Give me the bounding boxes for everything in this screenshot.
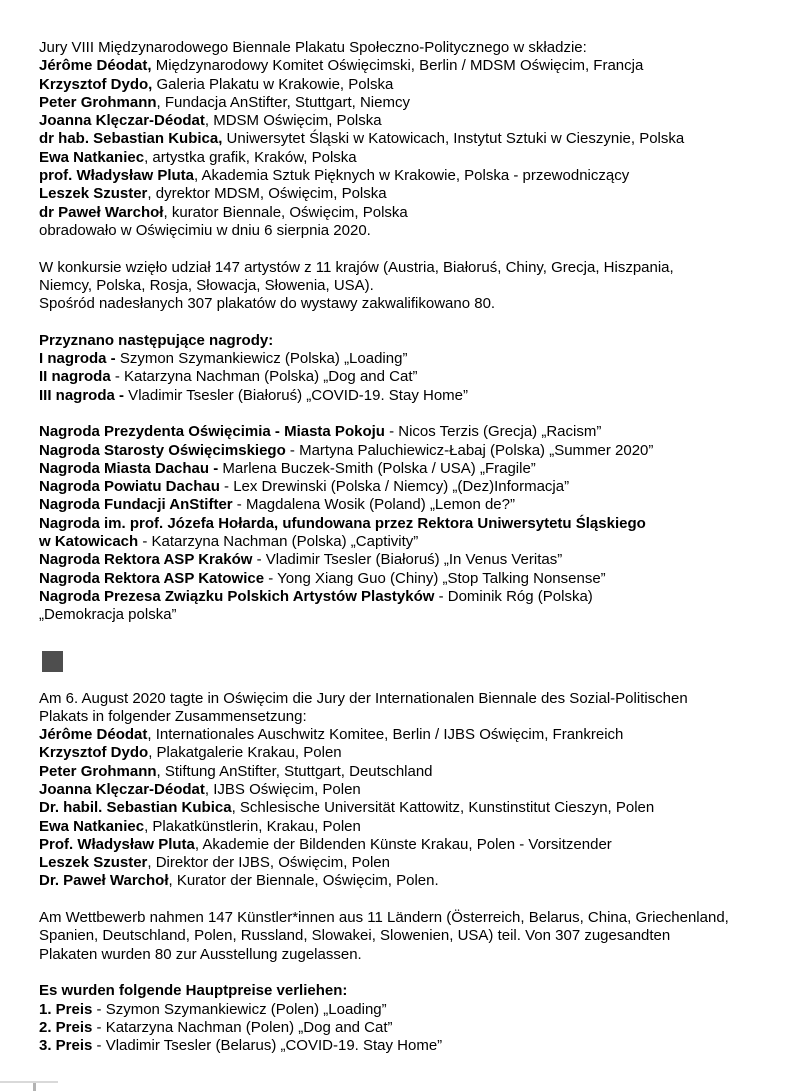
- bold-text-segment: Krzysztof Dydo,: [39, 75, 153, 93]
- text-segment: - Magdalena Wosik (Poland) „Lemon de?”: [232, 496, 515, 514]
- text-line: [39, 478, 780, 496]
- text-line: [39, 781, 780, 799]
- bold-text-segment: Nagroda Fundacji AnStifter: [39, 496, 233, 514]
- text-line: [39, 387, 780, 405]
- bold-text-segment: Nagroda Rektora ASP Katowice: [39, 569, 265, 587]
- bold-text-segment: Nagroda Prezesa Związku Polskich Artystów Plastyków: [39, 587, 435, 605]
- text-line: [39, 442, 780, 460]
- text-line: [39, 368, 780, 386]
- bold-text-segment: Dr. Paweł Warchoł: [39, 872, 169, 890]
- text-segment: , artystka grafik, Kraków, Polska: [144, 148, 357, 166]
- text-line: [39, 818, 780, 836]
- text-line: [39, 167, 780, 185]
- bold-text-segment: Joanna Klęczar-Déodat: [39, 112, 205, 130]
- bold-text-segment: Przyznano następujące nagrody:: [39, 331, 274, 349]
- text-line: [39, 606, 780, 624]
- bold-text-segment: Nagroda Rektora ASP Kraków: [39, 551, 253, 569]
- text-line: [39, 496, 780, 514]
- text-line: [39, 1037, 780, 1055]
- text-segment: , Direktor der IJBS, Oświęcim, Polen: [147, 854, 390, 872]
- text-line: [39, 204, 780, 222]
- paragraph-de-main-awards: [39, 982, 780, 1055]
- text-line: [39, 836, 780, 854]
- bold-text-segment: Nagroda Miasta Dachau -: [39, 459, 219, 477]
- text-segment: Szymon Szymankiewicz (Polska) „Loading”: [115, 350, 408, 368]
- cutoff-table-top-border: [0, 1081, 58, 1083]
- text-line: [39, 909, 780, 927]
- bold-text-segment: Joanna Klęczar-Déodat: [39, 780, 205, 798]
- paragraph-pl-stats: [39, 259, 780, 314]
- text-segment: , Internationales Auschwitz Komitee, Berlin / IJBS Oświęcim, Frankreich: [147, 726, 624, 744]
- text-segment: Spanien, Deutschland, Polen, Russland, Slowakei, Slowenien, USA) teil. Von 307 zugesandten: [39, 927, 671, 945]
- text-line: [39, 277, 780, 295]
- bold-text-segment: Es wurden folgende Hauptpreise verliehen:: [39, 982, 348, 1000]
- bold-text-segment: Dr. habil. Sebastian Kubica: [39, 799, 232, 817]
- bold-text-segment: Peter Grohmann: [39, 762, 157, 780]
- text-segment: , Akademie der Bildenden Künste Krakau, Polen - Vorsitzender: [194, 835, 612, 853]
- text-line: [39, 927, 780, 945]
- text-segment: , Schlesische Universität Kattowitz, Kunstinstitut Cieszyn, Polen: [231, 799, 655, 817]
- text-line: [39, 744, 780, 762]
- text-line: [39, 295, 780, 313]
- text-line: [39, 763, 780, 781]
- bold-text-segment: 1. Preis: [39, 1000, 93, 1018]
- cutoff-table-column-divider: [33, 1083, 36, 1091]
- bold-text-segment: Ewa Natkaniec: [39, 148, 145, 166]
- bold-text-segment: dr hab. Sebastian Kubica,: [39, 130, 223, 148]
- text-segment: Niemcy, Polska, Rosja, Słowacja, Słowenia, USA).: [39, 276, 374, 294]
- text-segment: - Nicos Terzis (Grecja) „Racism”: [384, 423, 602, 441]
- document-content: [39, 39, 780, 1074]
- text-segment: , kurator Biennale, Oświęcim, Polska: [163, 203, 408, 221]
- paragraph-de-stats: [39, 909, 780, 964]
- text-line: [39, 57, 780, 75]
- text-line: [39, 76, 780, 94]
- text-segment: , Akademia Sztuk Pięknych w Krakowie, Polska - przewodniczący: [194, 167, 630, 185]
- text-line: [39, 708, 780, 726]
- text-segment: W konkursie wzięło udział 147 artystów z 11 krajów (Austria, Białoruś, Chiny, Grecja, Hiszpania,: [39, 258, 674, 276]
- text-segment: „Demokracja polska”: [39, 606, 177, 624]
- bold-text-segment: 3. Preis: [39, 1037, 93, 1055]
- text-segment: , Kurator der Biennale, Oświęcim, Polen.: [168, 872, 439, 890]
- text-segment: - Vladimir Tsesler (Białoruś) „In Venus Veritas”: [252, 551, 563, 569]
- bold-text-segment: Nagroda Starosty Oświęcimskiego: [39, 441, 286, 459]
- text-segment: - Katarzyna Nachman (Polska) „Dog and Cat”: [110, 368, 418, 386]
- bold-text-segment: II nagroda: [39, 368, 111, 386]
- text-segment: , IJBS Oświęcim, Polen: [204, 780, 361, 798]
- text-line: [39, 112, 780, 130]
- text-line: [39, 350, 780, 368]
- text-segment: Międzynarodowy Komitet Oświęcimski, Berlin / MDSM Oświęcim, Francja: [151, 57, 644, 75]
- paragraph-de-jury: [39, 690, 780, 891]
- text-line: [39, 332, 780, 350]
- text-segment: Plakaten wurden 80 zur Ausstellung zugelassen.: [39, 945, 362, 963]
- text-line: [39, 690, 780, 708]
- paragraph-pl-jury: [39, 39, 780, 240]
- bold-text-segment: Leszek Szuster: [39, 854, 148, 872]
- bold-text-segment: Prof. Władysław Pluta: [39, 835, 195, 853]
- text-segment: , Plakatkünstlerin, Krakau, Polen: [144, 817, 361, 835]
- text-segment: Jury VIII Międzynarodowego Biennale Plakatu Społeczno-Politycznego w składzie:: [39, 39, 587, 56]
- text-segment: - Lex Drewinski (Polska / Niemcy) „(Dez)Informacja”: [219, 478, 570, 496]
- text-segment: Am Wettbewerb nahmen 147 Künstler*innen aus 11 Ländern (Österreich, Belarus, China, Griechenland,: [39, 909, 729, 927]
- text-segment: Galeria Plakatu w Krakowie, Polska: [152, 75, 394, 93]
- text-line: [39, 1001, 780, 1019]
- section-divider-square: [42, 651, 63, 672]
- bold-text-segment: w Katowicach: [39, 533, 139, 551]
- text-segment: - Katarzyna Nachman (Polska) „Captivity”: [138, 533, 419, 551]
- text-line: [39, 460, 780, 478]
- text-line: [39, 946, 780, 964]
- text-line: [39, 1019, 780, 1037]
- bold-text-segment: Nagroda Prezydenta Oświęcimia - Miasta Pokoju: [39, 423, 385, 441]
- text-line: [39, 551, 780, 569]
- bold-text-segment: Ewa Natkaniec: [39, 817, 145, 835]
- text-segment: - Martyna Paluchiewicz-Łabaj (Polska) „Summer 2020”: [285, 441, 654, 459]
- text-line: [39, 982, 780, 1000]
- text-segment: - Szymon Szymankiewicz (Polen) „Loading”: [92, 1000, 387, 1018]
- text-line: [39, 726, 780, 744]
- text-line: [39, 39, 780, 57]
- text-line: [39, 94, 780, 112]
- bold-text-segment: Nagroda im. prof. Józefa Hołarda, ufundowana przez Rektora Uniwersytetu Śląskiego: [39, 514, 646, 532]
- text-line: [39, 854, 780, 872]
- text-line: [39, 130, 780, 148]
- bold-text-segment: dr Paweł Warchoł: [39, 203, 164, 221]
- text-segment: Spośród nadesłanych 307 plakatów do wystawy zakwalifikowano 80.: [39, 295, 496, 313]
- text-segment: Marlena Buczek-Smith (Polska / USA) „Fragile”: [218, 459, 536, 477]
- text-segment: - Dominik Róg (Polska): [434, 587, 593, 605]
- bold-text-segment: Nagroda Powiatu Dachau: [39, 478, 220, 496]
- text-segment: Am 6. August 2020 tagte in Oświęcim die Jury der Internationalen Biennale des Sozial-Politischen: [39, 689, 688, 707]
- bold-text-segment: Leszek Szuster: [39, 185, 148, 203]
- text-line: [39, 259, 780, 277]
- text-line: [39, 423, 780, 441]
- bold-text-segment: prof. Władysław Pluta: [39, 167, 195, 185]
- text-segment: , Stiftung AnStifter, Stuttgart, Deutschland: [156, 762, 433, 780]
- bold-text-segment: I nagroda -: [39, 350, 116, 368]
- text-line: [39, 185, 780, 203]
- text-segment: - Yong Xiang Guo (Chiny) „Stop Talking Nonsense”: [264, 569, 606, 587]
- text-line: [39, 222, 780, 240]
- text-segment: , Fundacja AnStifter, Stuttgart, Niemcy: [156, 93, 410, 111]
- text-segment: Vladimir Tsesler (Białoruś) „COVID-19. Stay Home”: [124, 386, 468, 404]
- text-segment: Uniwersytet Śląski w Katowicach, Instytut Sztuki w Cieszynie, Polska: [222, 130, 685, 148]
- text-line: [39, 799, 780, 817]
- text-line: [39, 872, 780, 890]
- text-segment: , dyrektor MDSM, Oświęcim, Polska: [147, 185, 387, 203]
- text-line: [39, 588, 780, 606]
- text-line: [39, 533, 780, 551]
- bold-text-segment: Krzysztof Dydo: [39, 744, 149, 762]
- paragraph-pl-main-awards: [39, 332, 780, 405]
- text-segment: - Katarzyna Nachman (Polen) „Dog and Cat”: [92, 1018, 393, 1036]
- bold-text-segment: Jérôme Déodat,: [39, 57, 152, 75]
- text-line: [39, 149, 780, 167]
- text-segment: obradowało w Oświęcimiu w dniu 6 sierpnia 2020.: [39, 221, 371, 239]
- text-segment: - Vladimir Tsesler (Belarus) „COVID-19. Stay Home”: [92, 1037, 443, 1055]
- bold-text-segment: Peter Grohmann: [39, 93, 157, 111]
- text-segment: Plakats in folgender Zusammensetzung:: [39, 707, 307, 725]
- bold-text-segment: Jérôme Déodat: [39, 726, 148, 744]
- bold-text-segment: III nagroda -: [39, 386, 125, 404]
- bold-text-segment: 2. Preis: [39, 1018, 93, 1036]
- paragraph-pl-special-awards: [39, 423, 780, 624]
- text-line: [39, 515, 780, 533]
- text-segment: , MDSM Oświęcim, Polska: [204, 112, 382, 130]
- text-segment: , Plakatgalerie Krakau, Polen: [148, 744, 342, 762]
- text-line: [39, 570, 780, 588]
